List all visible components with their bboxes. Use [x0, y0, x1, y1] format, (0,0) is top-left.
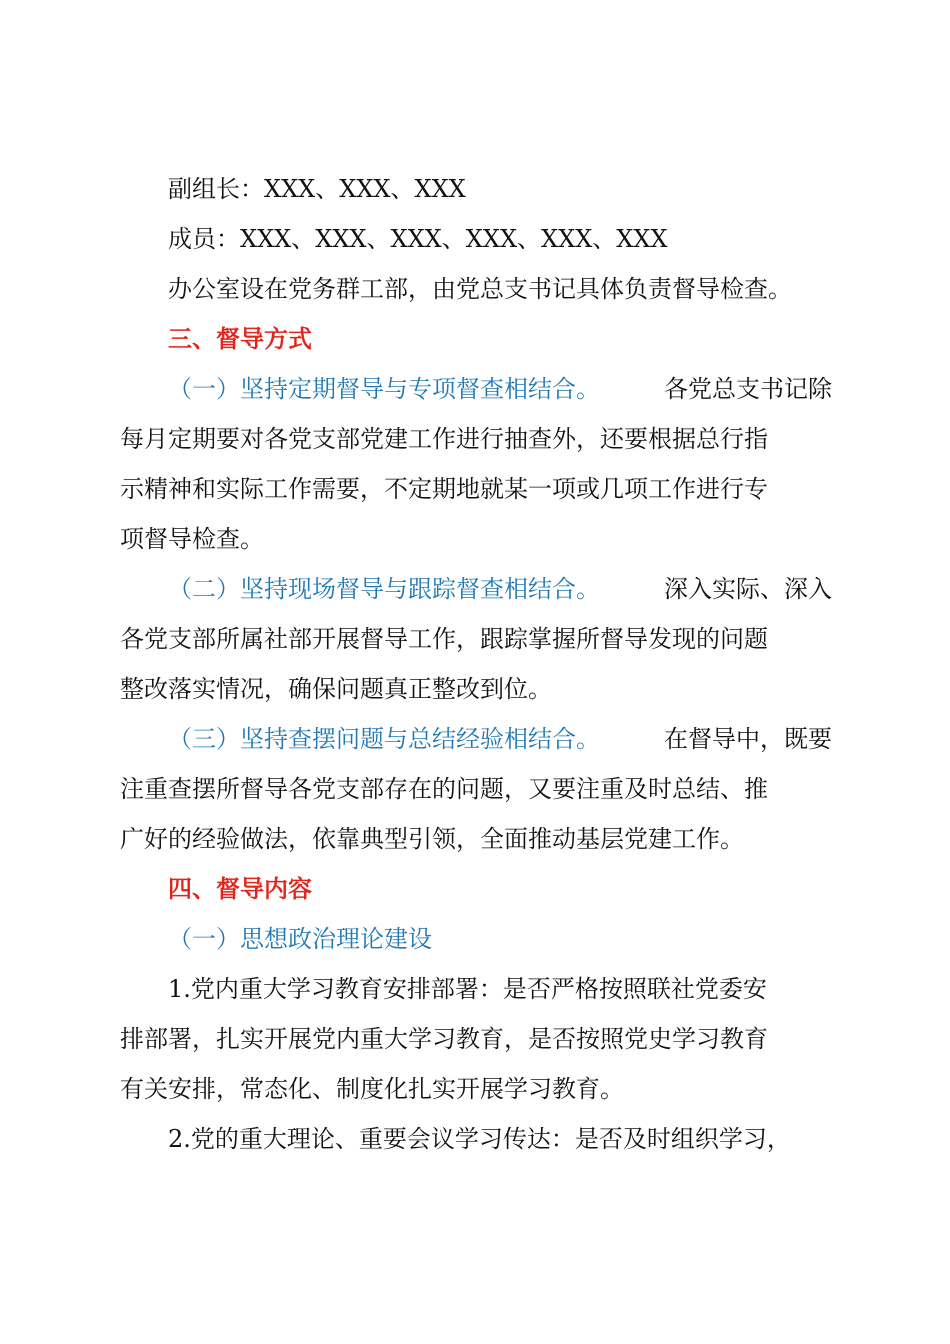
section-heading-4: 四、督导内容 — [168, 874, 312, 903]
item-1-line-2: 排部署，扎实开展党内重大学习教育，是否按照党史学习教育 — [120, 1025, 768, 1053]
paragraph-3-first-line — [168, 722, 832, 756]
members-line: 成员：XXX、XXX、XXX、XXX、XXX、XXX — [168, 225, 668, 253]
paragraph-1-line-3: 示精神和实际工作需要，不定期地就某一项或几项工作进行专 — [120, 475, 768, 503]
paragraph-3-tail: 在督导中，既要 — [664, 725, 832, 753]
deputy-leader-line: 副组长：XXX、XXX、XXX — [168, 175, 466, 203]
paragraph-2-first-line — [168, 572, 832, 606]
item-1-line-1: 1.党内重大学习教育安排部署：是否严格按照联社党委安 — [168, 975, 767, 1003]
office-line: 办公室设在党务群工部，由党总支书记具体负责督导检查。 — [168, 275, 792, 303]
paragraph-3-line-2: 注重查摆所督导各党支部存在的问题，又要注重及时总结、推 — [120, 775, 768, 803]
item-2-line-1: 2.党的重大理论、重要会议学习传达：是否及时组织学习， — [168, 1125, 791, 1153]
item-1-line-3: 有关安排，常态化、制度化扎实开展学习教育。 — [120, 1075, 624, 1103]
paragraph-1-tail: 各党总支书记除 — [664, 375, 832, 403]
paragraph-2-title: （二）坚持现场督导与跟踪督查相结合。 — [168, 575, 600, 603]
paragraph-3-title: （三）坚持查摆问题与总结经验相结合。 — [168, 725, 600, 753]
paragraph-1-line-2: 每月定期要对各党支部党建工作进行抽查外，还要根据总行指 — [120, 425, 768, 453]
paragraph-2-line-3: 整改落实情况，确保问题真正整改到位。 — [120, 675, 552, 703]
paragraph-1-title: （一）坚持定期督导与专项督查相结合。 — [168, 375, 600, 403]
paragraph-2-line-2: 各党支部所属社部开展督导工作，跟踪掌握所督导发现的问题 — [120, 625, 768, 653]
paragraph-2-tail: 深入实际、深入 — [664, 575, 832, 603]
subsection-heading-1: （一）思想政治理论建设 — [168, 925, 432, 953]
section-heading-3: 三、督导方式 — [168, 324, 312, 353]
paragraph-3-line-3: 广好的经验做法，依靠典型引领，全面推动基层党建工作。 — [120, 825, 744, 853]
paragraph-1-first-line — [168, 372, 832, 406]
paragraph-1-line-4: 项督导检查。 — [120, 525, 264, 553]
